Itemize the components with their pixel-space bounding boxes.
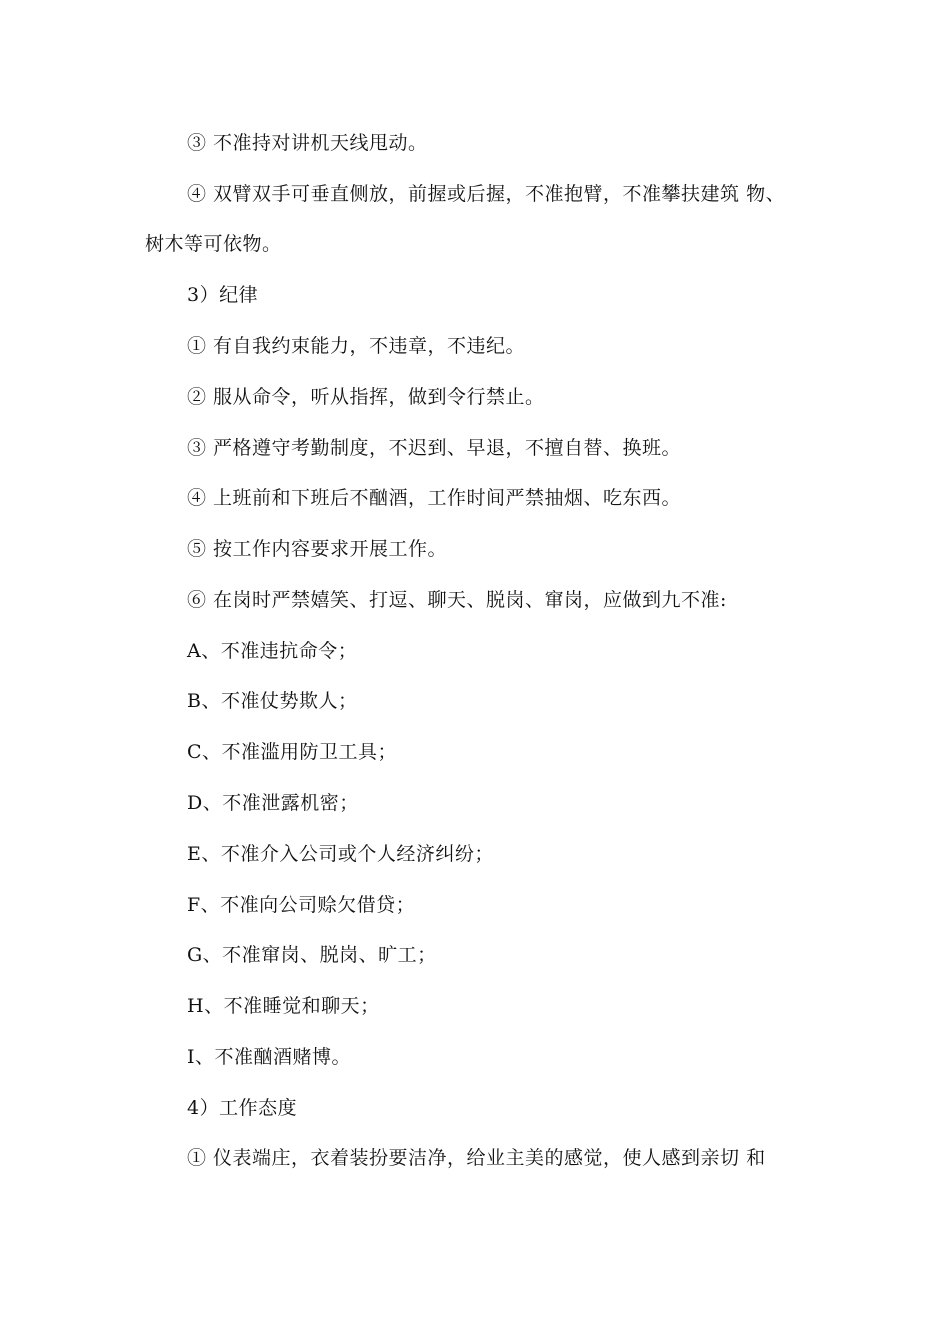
list-item: ③ 不准持对讲机天线甩动。	[187, 132, 428, 154]
rule-item: G、不准窜岗、脱岗、旷工；	[187, 944, 437, 966]
rule-item: A、不准违抗命令；	[187, 640, 358, 662]
rule-item: H、不准睡觉和聊天；	[187, 995, 380, 1017]
list-item: ③ 严格遵守考勤制度，不迟到、早退，不擅自替、换班。	[187, 437, 682, 459]
rule-item: B、不准仗势欺人；	[187, 690, 358, 712]
list-item: ② 服从命令，听从指挥，做到令行禁止。	[187, 386, 545, 408]
list-item: ① 有自我约束能力，不违章，不违纪。	[187, 335, 526, 357]
rule-item: F、不准向公司赊欠借贷；	[187, 894, 416, 916]
list-item: ① 仪表端庄，衣着装扮要洁净，给业主美的感觉，使人感到亲切 和	[187, 1147, 766, 1169]
rule-item: C、不准滥用防卫工具；	[187, 741, 398, 763]
list-item-continuation: 树木等可依物。	[145, 233, 282, 255]
section-heading: 4）工作态度	[187, 1097, 298, 1119]
list-item: ④ 上班前和下班后不酗酒，工作时间严禁抽烟、吃东西。	[187, 487, 682, 509]
rule-item: E、不准介入公司或个人经济纠纷；	[187, 843, 494, 865]
section-heading: 3）纪律	[187, 284, 259, 306]
list-item: ④ 双臂双手可垂直侧放，前握或后握，不准抱臂，不准攀扶建筑 物、	[187, 183, 786, 205]
list-item: ⑤ 按工作内容要求开展工作。	[187, 538, 448, 560]
rule-item: I、不准酗酒赌博。	[187, 1046, 352, 1068]
list-item: ⑥ 在岗时严禁嬉笑、打逗、聊天、脱岗、窜岗，应做到九不准:	[187, 589, 727, 611]
rule-item: D、不准泄露机密；	[187, 792, 359, 814]
